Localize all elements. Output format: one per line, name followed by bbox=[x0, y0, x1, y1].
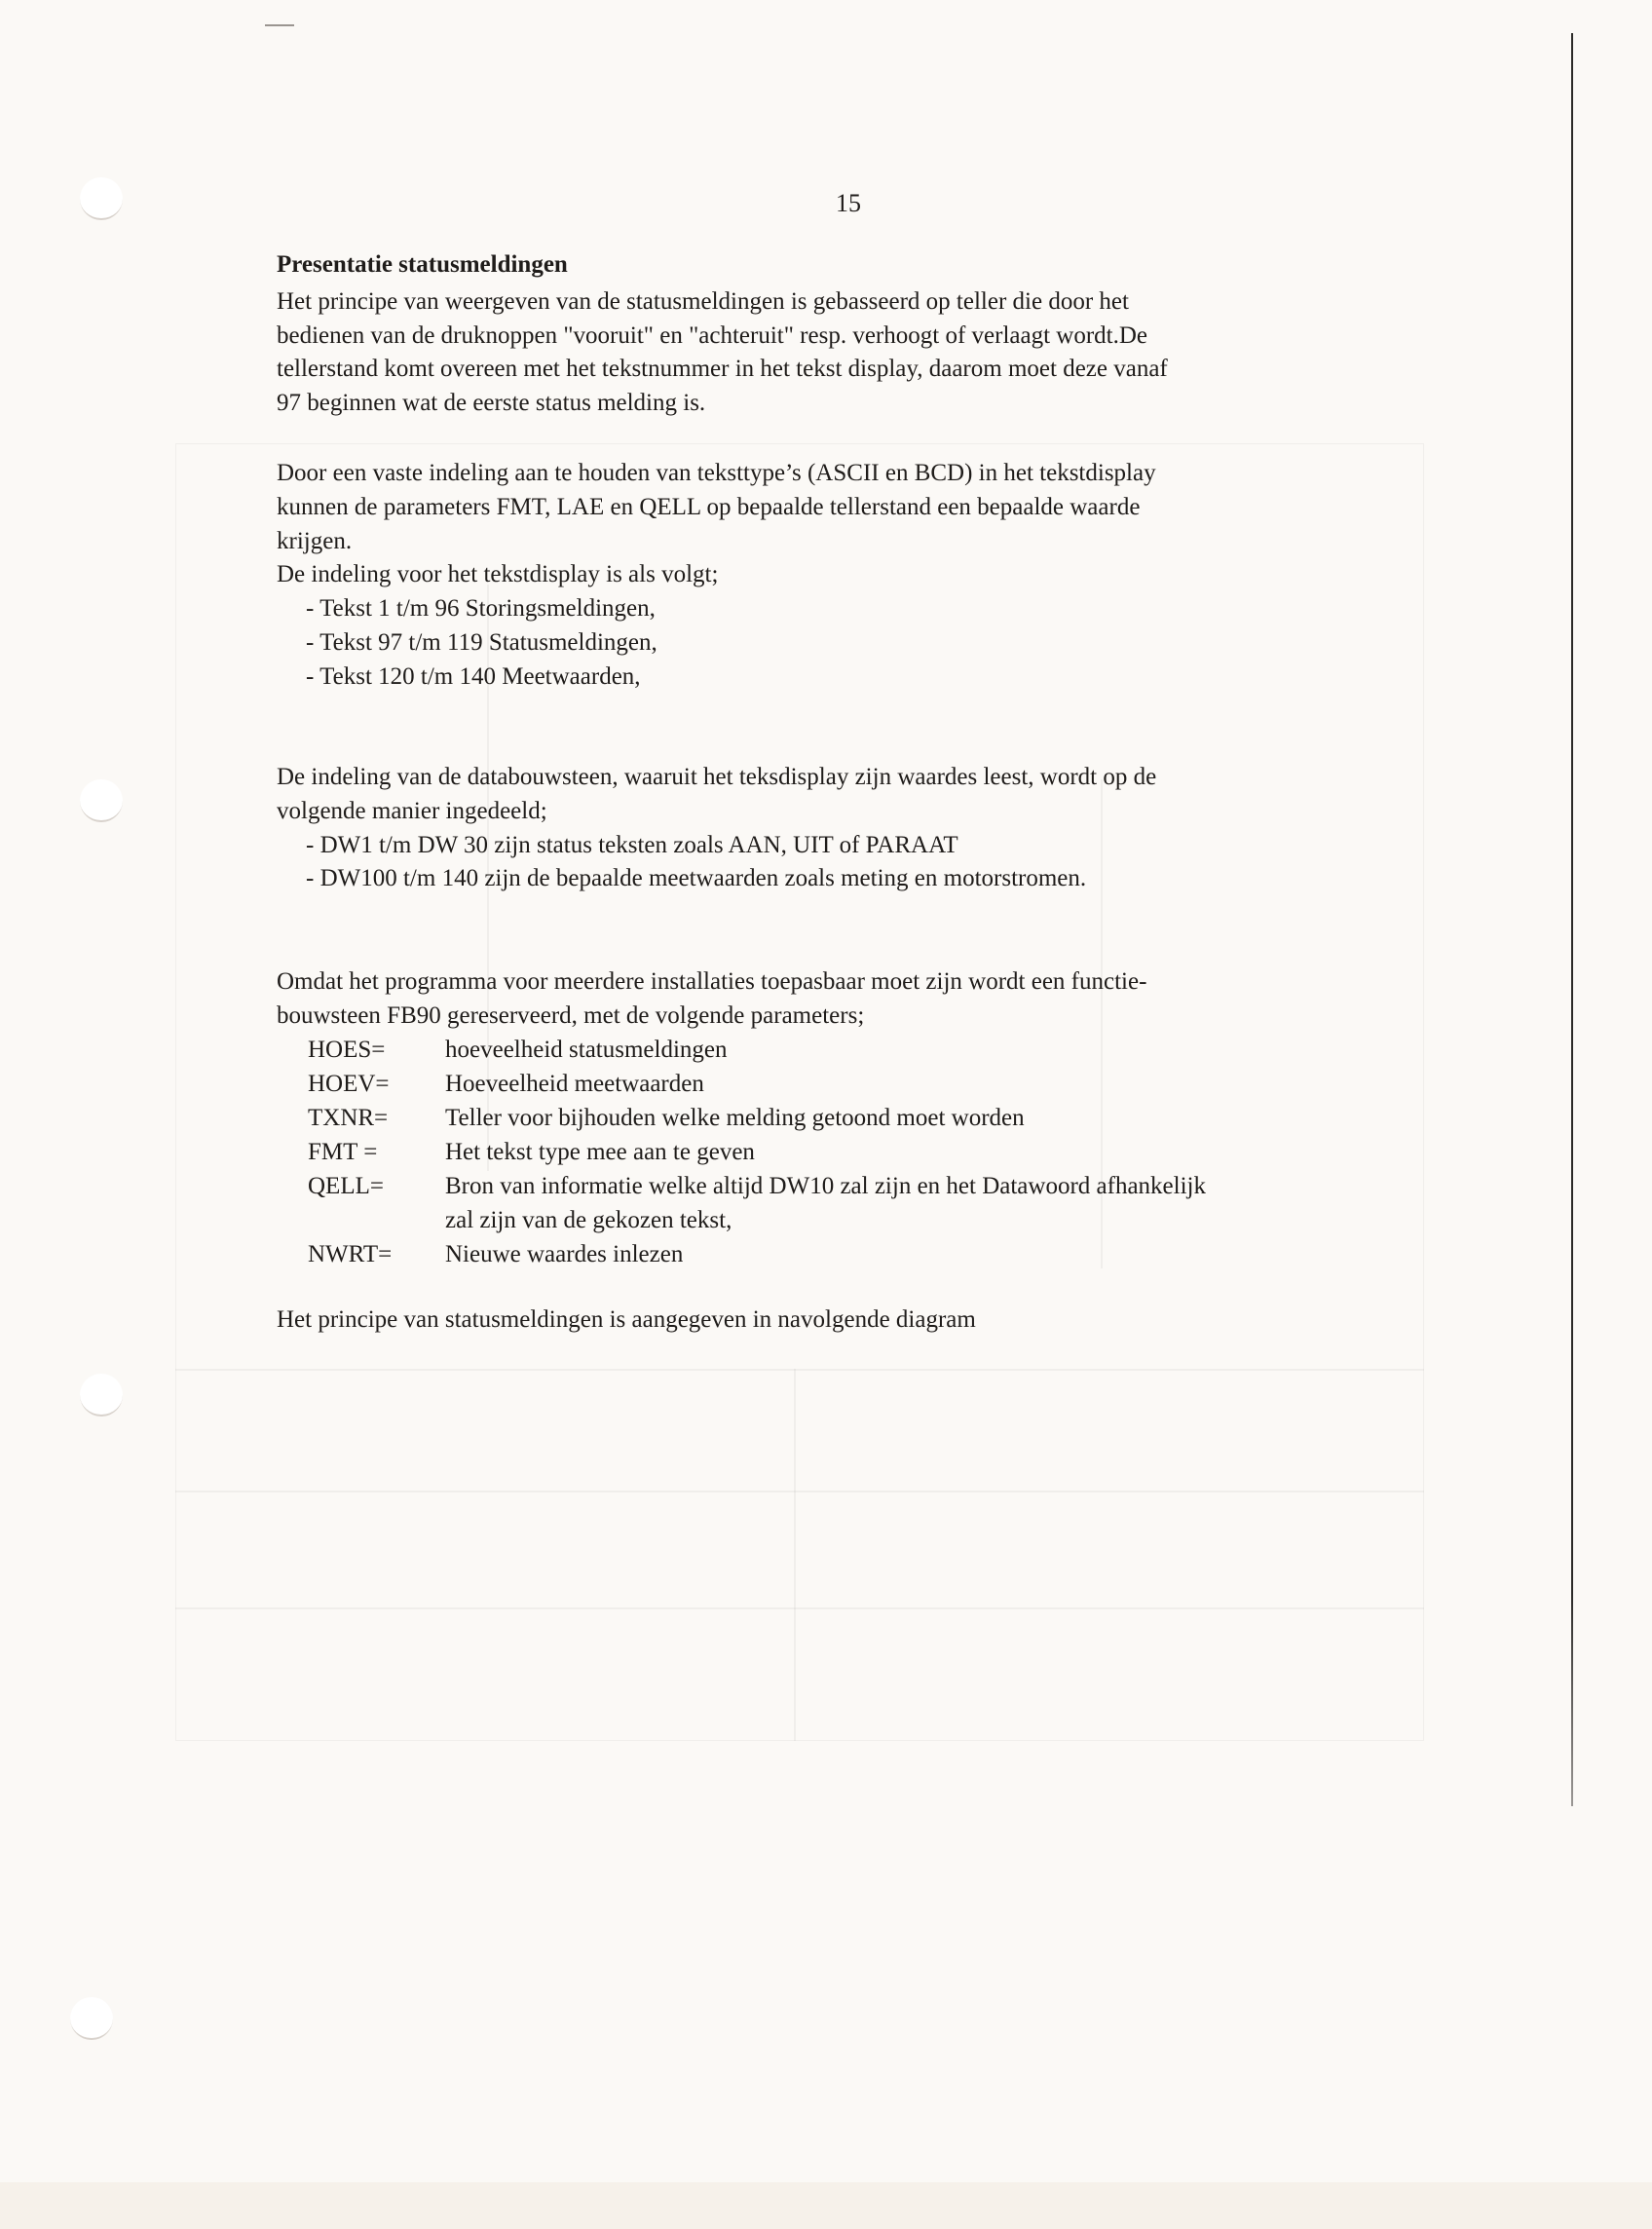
parameter-description: Bron van informatie welke altijd DW10 zal zijn en het Datawoord afhankelijk bbox=[445, 1173, 1206, 1199]
scan-mark bbox=[265, 24, 294, 26]
parameter-label: FMT = bbox=[308, 1139, 378, 1165]
punch-hole bbox=[70, 1997, 113, 2040]
scan-bottom-band bbox=[0, 2182, 1652, 2229]
bleed-through-line bbox=[175, 1491, 1424, 1492]
text-line: bouwsteen FB90 gereserveerd, met de volgende parameters; bbox=[277, 1002, 865, 1029]
text-line: krijgen. bbox=[277, 528, 353, 554]
text-line: Door een vaste indeling aan te houden van teksttype’s (ASCII en BCD) in het tekstdisplay bbox=[277, 460, 1156, 486]
parameter-label: HOEV= bbox=[308, 1071, 390, 1097]
text-line: Omdat het programma voor meerdere installaties toepasbaar moet zijn wordt een functie- bbox=[277, 968, 1147, 995]
text-line: kunnen de parameters FMT, LAE en QELL op bepaalde tellerstand een bepaalde waarde bbox=[277, 494, 1141, 520]
bleed-through-line bbox=[794, 1369, 796, 1741]
page-number: 15 bbox=[836, 189, 861, 217]
text-line: Het principe van weergeven van de statusmeldingen is gebasseerd op teller die door het bbox=[277, 288, 1129, 315]
list-item: - DW100 t/m 140 zijn de bepaalde meetwaarden zoals meting en motorstromen. bbox=[306, 865, 1087, 891]
parameter-description: zal zijn van de gekozen tekst, bbox=[445, 1207, 732, 1233]
text-line: bedienen van de druknoppen "vooruit" en "achteruit" resp. verhoogt of verlaagt wordt.De bbox=[277, 322, 1148, 349]
list-item: - Tekst 120 t/m 140 Meetwaarden, bbox=[306, 663, 641, 690]
punch-hole bbox=[80, 177, 123, 220]
parameter-label: NWRT= bbox=[308, 1241, 393, 1267]
bleed-through-line bbox=[175, 1607, 1424, 1609]
punch-hole bbox=[80, 779, 123, 822]
list-item: - Tekst 97 t/m 119 Statusmeldingen, bbox=[306, 629, 657, 656]
section-heading: Presentatie statusmeldingen bbox=[277, 251, 568, 278]
parameter-label: TXNR= bbox=[308, 1105, 389, 1131]
text-line: De indeling van de databouwsteen, waaruit het teksdisplay zijn waardes leest, wordt op de bbox=[277, 764, 1157, 790]
parameter-label: HOES= bbox=[308, 1037, 386, 1063]
parameter-description: Nieuwe waardes inlezen bbox=[445, 1241, 684, 1267]
parameter-label: QELL= bbox=[308, 1173, 384, 1199]
text-line: tellerstand komt overeen met het tekstnummer in het tekst display, daarom moet deze vanaf bbox=[277, 356, 1168, 382]
parameter-description: Hoeveelheid meetwaarden bbox=[445, 1071, 704, 1097]
parameter-description: Het tekst type mee aan te geven bbox=[445, 1139, 755, 1165]
list-item: - DW1 t/m DW 30 zijn status teksten zoals AAN, UIT of PARAAT bbox=[306, 832, 958, 858]
list-item: - Tekst 1 t/m 96 Storingsmeldingen, bbox=[306, 595, 656, 622]
parameter-description: hoeveelheid statusmeldingen bbox=[445, 1037, 728, 1063]
closing-line: Het principe van statusmeldingen is aangegeven in navolgende diagram bbox=[277, 1306, 976, 1333]
right-margin-rule bbox=[1571, 33, 1573, 1806]
punch-hole bbox=[80, 1374, 123, 1417]
bleed-through-line bbox=[175, 1369, 1424, 1371]
parameter-description: Teller voor bijhouden welke melding getoond moet worden bbox=[445, 1105, 1025, 1131]
text-line: 97 beginnen wat de eerste status melding is. bbox=[277, 390, 706, 416]
text-line: volgende manier ingedeeld; bbox=[277, 798, 547, 824]
text-line: De indeling voor het tekstdisplay is als volgt; bbox=[277, 561, 719, 587]
